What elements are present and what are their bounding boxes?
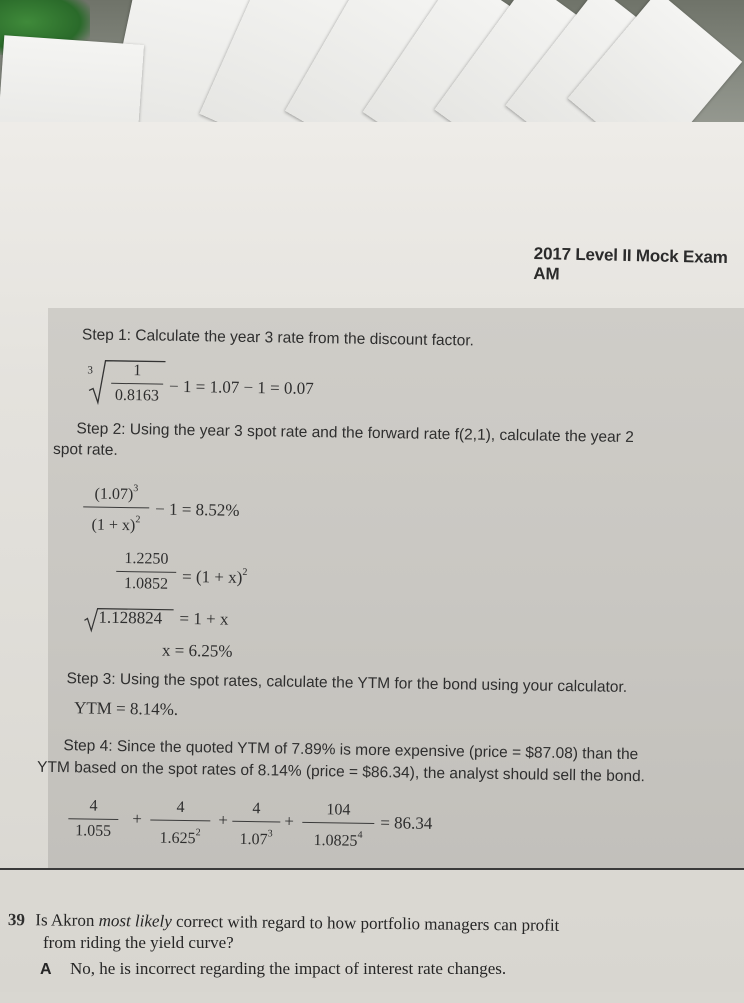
fraction-2: $(1.07)^3$ $(1 + x)^2$ [83,478,150,536]
plus-2: + [218,810,229,830]
page-header: 2017 Level II Mock Exam AM [533,244,728,284]
term-1: 4 1.055 [68,796,119,842]
option-letter: A [40,961,52,978]
radicand: 1.128824 [98,607,163,628]
step4-text-line2: YTM based on the spot rates of 8.14% (price = $86.34), the analyst should sell the bond. [36,758,646,786]
ytm-result: YTM = 8.14%. [73,698,179,719]
equation-4-rest: = 1 + x [179,608,229,629]
plus-1: + [132,809,143,829]
step4-text-line1: Step 4: Since the quoted YTM of 7.89% is more expensive (price = $87.08) than the [63,737,639,764]
equation-3-rest: = $(1 + x)^2$ [181,566,248,587]
equation-2-rest: − 1 = 8.52% [155,499,240,520]
step2-text-line1: Step 2: Using the year 3 spot rate and the forward rate f(2,1), calculate the year 2 [76,420,634,447]
step2-text-line2: spot rate. [52,440,118,459]
section-divider [0,868,744,870]
plus-3: + [284,811,295,831]
equation-1-rest: − 1 = 1.07 − 1 = 0.07 [168,376,314,398]
step1-text: Step 1: Calculate the year 3 rate from the discount factor. [81,326,475,350]
question-number: 39 [7,910,25,930]
term-4: 104 1.0825$^4$ [302,800,375,852]
equation-6-result: = 86.34 [380,813,433,833]
term-2: 4 1.625$^2$ [150,797,211,849]
option-text: No, he is incorrect regarding the impact of interest rate changes. [70,959,507,978]
term-3: 4 1.07$^3$ [232,799,281,851]
answer-option-a[interactable] [40,959,506,979]
equation-5: x = 6.25% [161,640,233,661]
step3-text: Step 3: Using the spot rates, calculate the YTM for the bond using your calculator. [66,670,628,696]
fraction-1: 1 0.8163 [111,361,164,407]
fraction-3: 1.2250 1.0852 [116,549,177,595]
question-line2: from riding the yield curve? [43,933,234,952]
root-index: 3 [87,364,93,377]
question-line1: 39 Is Akron most likely correct with regard to how portfolio managers can profit [7,910,560,935]
